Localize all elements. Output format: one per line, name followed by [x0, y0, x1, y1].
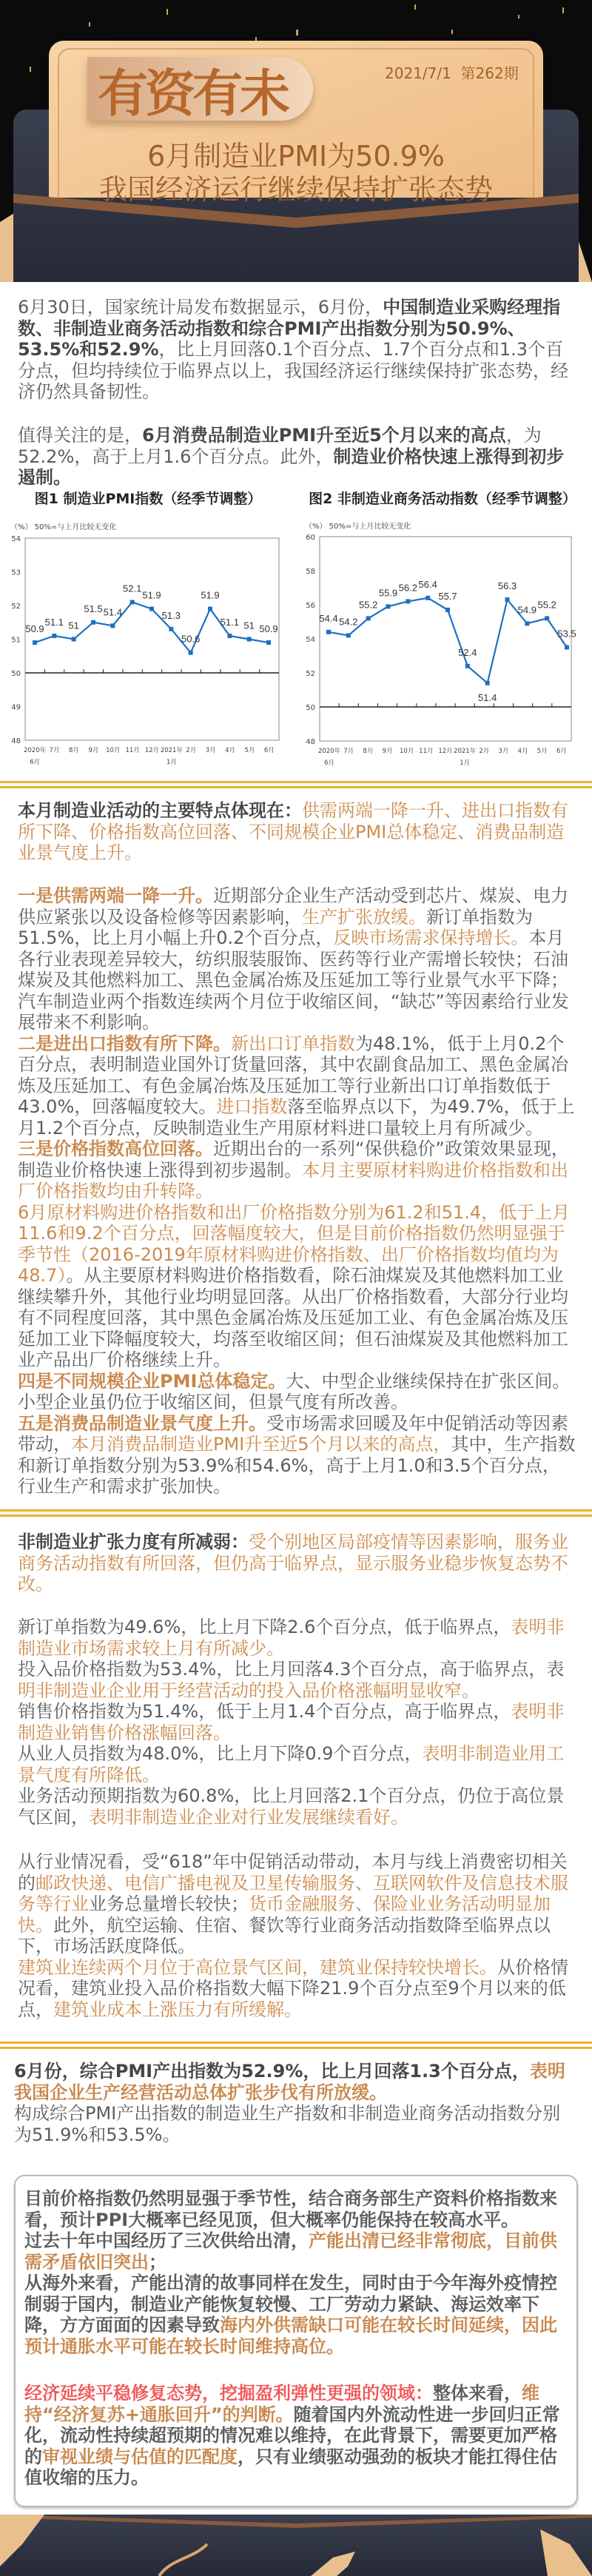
- highlight-text: 一是供需两端一降一升。: [18, 885, 213, 906]
- y-tick-label: 52: [306, 670, 315, 678]
- paragraph: [14, 2103, 576, 2145]
- highlight-text: 明非制造业企业用于经营活动的投入品价格涨幅明显收窄。: [18, 1680, 480, 1701]
- highlight-text: 目前价格指数仍然明显强于季节性，结合商务部生产资料价格指数来看，预计PPI大概率已经见顶，但大概率仍能保持在较高水平。: [24, 2188, 557, 2230]
- highlight-text: 表明我国企业生产经营活动总体扩张步伐有所放缓。: [14, 2061, 565, 2103]
- highlight-text: 制造业价格快速上涨得到初步遏制。: [18, 446, 565, 488]
- data-label: 54.9: [517, 604, 536, 616]
- intro-paragraph: [18, 297, 576, 403]
- x-tick-label: 11月: [125, 747, 140, 754]
- paragraph: [18, 1138, 576, 1202]
- highlight-text: 6月份，综合PMI产出指数为52.9%，比上月回落1.3个百分点，: [14, 2061, 530, 2082]
- text-segment: 新订单指数为49.6%，比上月下降2.6个百分点，低于临界点，: [18, 1617, 511, 1637]
- text-segment: 其中，生产指数和新订单指数分别为53.9%和54.6%，高于上月1.0和3.5个百分点，行业生产和需求扩张加快。: [18, 1434, 576, 1497]
- x-tick-label-month: 1月: [460, 759, 471, 767]
- paragraph: [18, 297, 576, 403]
- highlight-text: 建筑业连续两个月位于高位景气区间，建筑业保持较快增长。: [18, 1956, 497, 1978]
- highlight-text: ，只有业绩驱动强劲的板块才能扛得住估值收缩的压力。: [24, 2446, 557, 2488]
- text-segment: 销售价格指数为51.4%，低于上月1.4个百分点，高于临界点，: [18, 1701, 511, 1722]
- data-point: [149, 607, 154, 611]
- x-tick-label: 2020年: [318, 748, 341, 755]
- x-tick-label: 10月: [400, 748, 414, 755]
- text-segment: 新订单指数为51.5%，比上月小幅上升0.2个百分点，: [18, 906, 533, 948]
- issue-number: 第262期: [460, 64, 519, 82]
- highlight-text: 整体来看，: [433, 2383, 522, 2404]
- data-label: 51: [243, 620, 255, 631]
- highlight-text: 本月制造业活动的主要特点体现在：: [18, 800, 302, 821]
- highlight-text: 反映市场需求保持增长。: [333, 928, 529, 948]
- highlight-text: 生产扩张放缓。: [302, 906, 426, 928]
- paragraph: [18, 885, 576, 1033]
- text-segment: 。从主要原材料购进价格指数看，除石油煤炭及其他燃料加工业继续攀升外，其他行业均明显回落。从出厂价格指数看，大部分行业均有不同程度回落，其中黑色金属冶炼及压延加工业、有色金属冶炼及压延加工业下降幅度较大，均落至收缩区间；但石油煤炭及其他燃料加工业产品出厂价格继续上升。: [18, 1265, 568, 1370]
- highlight-text: 中国制造业采购经理指数、非制造业商务活动指数和综合PMI产出指数分别为50.9%、53.5%和52.9%: [18, 297, 561, 360]
- highlight-text: 表明非制造业市场需求较上月有所减少。: [18, 1617, 565, 1659]
- paragraph: [18, 1701, 576, 1743]
- data-point: [130, 600, 135, 604]
- data-point: [565, 645, 569, 650]
- highlight-text: 邮政快递、电信广播电视及卫星传输服务、互联网软件及信息技术服务等行业: [18, 1872, 568, 1914]
- chart2-title: 图2 非制造业商务活动指数（经季节调整）: [309, 491, 576, 507]
- y-tick-label: 54: [306, 636, 315, 644]
- data-point: [169, 627, 173, 631]
- paragraph: [18, 1532, 576, 1595]
- highlight-text: ；: [149, 2251, 166, 2273]
- text-segment: 为48.1%，低于上月0.2个百分点，表明制造业国外订货量回落，其中农副食品加工、黑色金属冶炼及压延加工、有色金属冶炼及压延加工等行业新出口订单指数低于43.0%，回落幅度较大。: [18, 1033, 568, 1117]
- data-point: [72, 637, 76, 642]
- y-tick-label: 50: [306, 704, 315, 712]
- data-label: 55.9: [378, 587, 398, 599]
- outlook-price-paragraphs: [24, 2188, 569, 2357]
- y-tick-label: 52: [11, 603, 21, 611]
- data-point: [426, 596, 430, 600]
- data-label: 51.9: [201, 589, 220, 601]
- non-manufacturing-summary: [18, 1532, 576, 1595]
- title-card: [49, 41, 543, 206]
- chevron-border: [13, 194, 579, 238]
- highlight-text: 过去十年中国经历了三次供给出清，: [24, 2230, 309, 2251]
- x-tick-label-month: 6月: [30, 759, 41, 766]
- x-tick-label: 6月: [263, 747, 275, 754]
- data-label: 56.2: [398, 582, 417, 594]
- highlight-text: 表明非制造业用工景气度有所降低。: [18, 1743, 565, 1785]
- text-segment: 大、中型企业继续保持在扩张区间。小型企业虽仍位于收缩区间，但景气度有所改善。: [18, 1370, 571, 1412]
- text-segment: 本月各行业表现差异较大，纺织服装服饰、医药等行业产需增长较快；石油煤炭及其他燃料加工、黑色金属冶炼及压延加工等行业景气水平下降；汽车制造业两个指数连续两个月位于收缩区间，“缺芯”等因素给行业发展带来不利影响。: [18, 928, 569, 1033]
- highlight-text: 维持“经济复苏+通胀回升”的判断。: [24, 2383, 539, 2425]
- data-point: [91, 620, 95, 625]
- x-tick-label: 2月: [186, 747, 197, 754]
- data-point: [485, 681, 490, 685]
- paragraph: [18, 1743, 576, 1785]
- paragraph: [24, 2188, 569, 2230]
- text-segment: ，为52.2%，高于上月1.6个百分点。此外，: [18, 425, 542, 467]
- x-tick-label: 9月: [382, 748, 393, 755]
- paragraph: [18, 1202, 576, 1371]
- x-tick-label: 12月: [438, 748, 453, 755]
- highlight-text: 受个别地区局部疫情等因素影响，服务业商务活动指数有所回落，但仍高于临界点，显示服务业稳步恢复态势不改。: [18, 1532, 568, 1594]
- charts-svg: [0, 485, 592, 777]
- x-tick-label: 2020年: [24, 747, 47, 754]
- section-divider: [0, 781, 592, 788]
- issue-date: [385, 61, 519, 83]
- manufacturing-details: [18, 885, 576, 1497]
- intro-highlight-paragraph: [18, 425, 576, 489]
- x-tick-label: 8月: [363, 748, 374, 755]
- paragraph: [18, 1033, 576, 1139]
- highlight-text: 本月消费品制造业PMI升至近5个月以来的高点，: [71, 1434, 451, 1455]
- x-tick-label: 2021年: [454, 748, 477, 755]
- section-divider: [0, 2042, 592, 2049]
- text-segment: 值得关注的是，: [18, 425, 142, 446]
- x-tick-label: 3月: [498, 748, 509, 755]
- y-tick-label: 60: [306, 534, 315, 542]
- data-label: 54.2: [339, 616, 358, 628]
- manufacturing-summary: [18, 800, 576, 864]
- paragraph: [18, 800, 576, 864]
- highlight-text: 海内外供需缺口可能在较长时间延续，因此预计通胀水平可能在较长时间维持高位。: [24, 2315, 557, 2357]
- highlight-text: 五是消费品制造业景气度上升。: [18, 1412, 266, 1434]
- y-tick-label: 54: [11, 535, 21, 543]
- data-label: 51.1: [44, 616, 64, 628]
- paragraph: [18, 1957, 576, 2021]
- data-label: 55.2: [537, 599, 556, 611]
- highlight-text: 本月主要原材料购进价格指数和出厂价格指数均由升转降。: [18, 1159, 568, 1201]
- y-tick-label: 53: [11, 568, 21, 577]
- text-segment: 从业人员指数为48.0%，比上月下降0.9个百分点，: [18, 1743, 423, 1764]
- paragraph: [18, 1371, 576, 1413]
- y-tick-label: 48: [11, 737, 21, 745]
- highlight-text: 从海外来看，产能出清的故事同样在发生，同时由于今年海外疫情控制弱于国内，制造业产能恢复较慢、工厂劳动力紧缺、海运效率下降，方方面面的因素导致: [24, 2273, 557, 2335]
- paragraph: [18, 425, 576, 489]
- data-label: 51.4: [103, 606, 122, 618]
- data-point: [366, 616, 371, 620]
- text-segment: 6月30日，国家统计局发布数据显示，6月份，: [18, 297, 383, 318]
- charts-area: [0, 485, 592, 777]
- chart1-title: 图1 制造业PMI指数（经季节调整）: [34, 491, 262, 507]
- x-tick-label: 4月: [225, 747, 235, 754]
- data-point: [465, 664, 470, 668]
- paragraph: [18, 1413, 576, 1497]
- x-tick-label: 2月: [479, 748, 490, 755]
- x-tick-label: 7月: [343, 748, 354, 755]
- data-label: 51: [68, 620, 79, 631]
- data-label: 51.3: [161, 609, 181, 621]
- data-label: 55.2: [359, 599, 378, 611]
- x-tick-label: 10月: [106, 747, 121, 754]
- text-segment: 业务总量增长较快；: [89, 1894, 249, 1914]
- highlight-text: 审视业绩与估值的匹配度: [42, 2446, 238, 2467]
- highlight-text: 随着国内外流动性进一步回归正常化，流动性持续超预期的情况难以维持，在此背景下，需要更加严格的: [24, 2404, 560, 2467]
- highlight-text: 建筑业成本上涨压力有所缓解。: [53, 1999, 302, 2020]
- text-segment: ，比上月回落0.1个百分点、1.7个百分点和1.3个百分点，但均持续位于临界点以上，我国经济运行继续保持扩张态势，经济仍然具备韧性。: [18, 339, 568, 402]
- chart1-unit-note: （%） 50%=与上月比较无变化: [10, 523, 117, 531]
- footer-decoration: [0, 2515, 592, 2576]
- data-point: [52, 634, 56, 638]
- data-point: [110, 623, 115, 628]
- highlight-text: 二是进出口指数有所下降。: [18, 1033, 231, 1054]
- highlight-text: 新出口订单指数: [231, 1033, 355, 1054]
- text-segment: 从行业情况看，受“618”年中促销活动带动，本月与线上消费密切相关的: [18, 1851, 568, 1894]
- highlight-text: 货币金融服务、保险业业务活动明显加快。: [18, 1894, 551, 1936]
- industry-details: [18, 1851, 576, 2020]
- non-manufacturing-indices: [18, 1617, 576, 1828]
- x-tick-label: 2021年: [160, 747, 183, 754]
- highlight-text: 产能出清已经非常彻底，目前供需矛盾依旧突出: [24, 2230, 557, 2273]
- headline-line-2: 我国经济运行继续保持扩张态势: [98, 173, 493, 206]
- highlight-text: 进口指数: [216, 1096, 288, 1117]
- x-tick-label-month: 6月: [324, 759, 335, 767]
- chart1-plot-frame: [25, 538, 279, 740]
- data-label: 51.5: [84, 603, 103, 614]
- highlight-text: 6月消费品制造业PMI升至近5个月以来的高点: [142, 425, 506, 446]
- data-point: [189, 651, 193, 655]
- x-tick-label: 12月: [144, 747, 160, 754]
- data-point: [326, 630, 331, 634]
- data-label: 53.5: [557, 628, 576, 640]
- data-point: [505, 597, 510, 602]
- highlight-text: 四是不同规模企业PMI总体稳定。: [18, 1370, 286, 1392]
- x-tick-label: 7月: [49, 747, 60, 754]
- footer-banner: [0, 2515, 592, 2576]
- y-tick-label: 50: [11, 670, 21, 678]
- x-tick-label: 11月: [419, 748, 434, 755]
- text-segment: 投入品价格指数为53.4%，比上月回落4.3个百分点，高于临界点，表: [18, 1659, 565, 1680]
- data-point: [266, 640, 271, 645]
- data-point: [208, 607, 212, 611]
- data-label: 54.4: [319, 612, 338, 624]
- y-tick-label: 58: [306, 568, 315, 576]
- highlight-text: 表明非制造业企业对行业发展继续看好。: [89, 1806, 408, 1828]
- header-banner: [0, 0, 592, 282]
- text-segment: 落至临界点以下，为49.7%，低于上月1.2个百分点，反映制造业生产用原材料进口量较上月有所减少。: [18, 1096, 575, 1138]
- data-point: [33, 640, 37, 645]
- data-label: 51.9: [142, 589, 161, 601]
- highlight-text: 表明非制造业销售价格涨幅回落。: [18, 1701, 565, 1743]
- highlight-text: 经济延续平稳修复态势，挖掘盈利弹性更强的领域：: [24, 2383, 433, 2404]
- paragraph: [24, 2230, 569, 2273]
- data-label: 56.4: [418, 578, 437, 590]
- data-label: 55.7: [438, 590, 457, 602]
- paragraph: [18, 1851, 576, 1957]
- text-segment: 业务活动预期指数为60.8%，比上月回落2.1个百分点，仍位于高位景气区间，: [18, 1785, 565, 1828]
- composite-pmi-section: [14, 2061, 576, 2145]
- x-tick-label: 8月: [69, 747, 79, 754]
- text-segment: 构成综合PMI产出指数的制造业生产指数和非制造业商务活动指数分别为51.9%和53.5%。: [14, 2103, 561, 2145]
- text-segment: 近期出台的一系列“保供稳价”政策效果显现，制造业价格快速上涨得到初步遏制。: [18, 1138, 569, 1181]
- paragraph: [18, 1659, 576, 1701]
- outlook-conclusion: [24, 2383, 569, 2489]
- y-tick-label: 51: [11, 636, 21, 645]
- highlight-text: 6月原材料购进价格指数和出厂价格指数分别为61.2和51.4，低于上月11.6和9.2个百分点，回落幅度较大，但是目前价格指数仍然明显强于季节性（2016-2019年原材料购进价格指数、出厂价格指数均值均为48.7）: [18, 1201, 571, 1286]
- data-point: [386, 604, 391, 608]
- text-segment: 从价格情况看，建筑业投入品价格指数大幅下降21.9个百分点至9个月以来的低点，: [18, 1956, 568, 2020]
- highlight-text: 供需两端一降一升、进出口指数有所下降、价格指数高位回落、不同规模企业PMI总体稳定、消费品制造业景气度上升。: [18, 800, 568, 863]
- highlight-text: 非制造业扩张力度有所减弱：: [18, 1532, 249, 1552]
- x-tick-label: 3月: [205, 747, 216, 754]
- x-tick-label: 4月: [517, 748, 528, 755]
- date-text: 2021/7/1: [385, 64, 451, 82]
- chart2-unit-note: （%） 50%=与上月比较无变化: [305, 523, 411, 531]
- data-label: 52.1: [123, 583, 142, 594]
- paragraph: [24, 2383, 569, 2489]
- text-segment: 受市场需求回暖及年中促销活动等因素带动，: [18, 1412, 568, 1455]
- data-label: 50.6: [181, 633, 201, 645]
- data-label: 50.9: [25, 623, 44, 635]
- data-point: [525, 621, 529, 625]
- x-tick-label-month: 1月: [166, 759, 177, 766]
- x-tick-label: 6月: [556, 748, 567, 755]
- chart2-plot-frame: [320, 537, 571, 741]
- paragraph: [14, 2061, 576, 2103]
- data-point: [445, 608, 450, 612]
- data-point: [247, 637, 252, 642]
- text-segment: 近期部分企业生产活动受到芯片、煤炭、电力供应紧张以及设备检修等因素影响，: [18, 885, 568, 928]
- data-label: 51.4: [478, 691, 497, 703]
- data-label: 50.9: [259, 623, 278, 635]
- data-point: [227, 634, 232, 638]
- x-tick-label: 5月: [244, 747, 255, 754]
- text-segment: 此外，航空运输、住宿、餐饮等行业商务活动指数降至临界点以下，市场活跃度降低。: [18, 1914, 551, 1956]
- x-tick-label: 5月: [536, 748, 548, 755]
- y-tick-label: 56: [306, 602, 315, 610]
- headline-line-1: 6月制造业PMI为50.9%: [147, 140, 445, 172]
- highlight-text: 三是价格指数高位回落。: [18, 1138, 213, 1159]
- data-label: 52.4: [458, 646, 477, 658]
- data-label: 51.1: [220, 616, 239, 628]
- y-tick-label: 49: [11, 703, 21, 712]
- data-point: [406, 599, 410, 603]
- data-point: [346, 633, 351, 637]
- data-label: 56.3: [497, 580, 517, 592]
- x-tick-label: 9月: [88, 747, 99, 754]
- paragraph: [18, 1785, 576, 1828]
- section-divider: [0, 1509, 592, 1517]
- y-tick-label: 48: [306, 738, 315, 746]
- paragraph: [18, 1617, 576, 1659]
- paragraph: [24, 2273, 569, 2357]
- brand-logo: 有资有未: [98, 65, 288, 124]
- data-point: [545, 616, 549, 620]
